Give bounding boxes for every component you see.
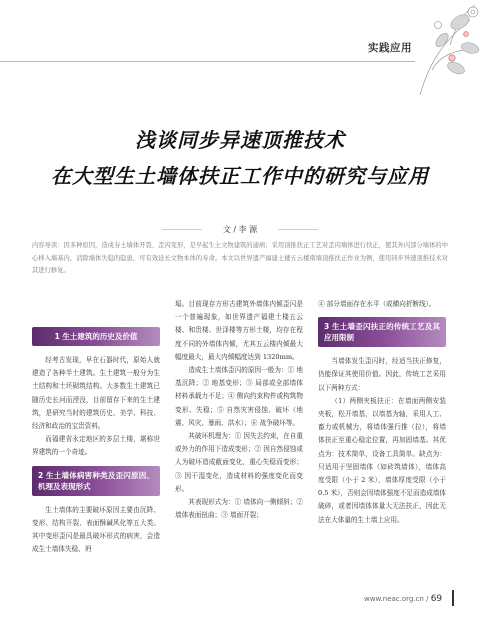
column-2: [175, 298, 303, 522]
page-number: 69: [430, 594, 443, 604]
article-title-line-1: 浅谈同步异速顶推技术: [135, 128, 345, 152]
decorative-flower-illustration: [360, 0, 480, 95]
paragraph: ④ 部分墙面存在水平（或横向折断线）。: [318, 300, 436, 308]
page-footer: [364, 594, 442, 604]
author-divider-right: [278, 229, 318, 230]
paragraph: 经考古发现，早在石器时代，原始人就建造了各种半土建筑。生土建筑一般分为生土结构和土坯砌筑结构。大多数生土建筑已随历史长河而湮没，目前留存下来的生土建筑，是研究当时的建筑历史、美学、科技、经济和政治的宝贵资料。: [32, 356, 160, 431]
section-tag: 实践应用: [368, 42, 412, 54]
paragraph: 造成生土墙体歪闪的原因一般为：① 地基沉降；② 地基变形；③ 局部或全部墙体材料承载力不足；④ 侧向约束构件或构筑物变形、失稳；⑤ 自然灾害侵蚀、破坏（地震、风灾、暴雨、洪水）；⑥ 战争破坏等。: [175, 366, 303, 427]
paragraph: 其破坏机理为：① 因失去约束，在自重或外力的作用下造成变形；② 因自然侵蚀或人为破坏造成截面变化，重心失稳而变形；③ 因干湿变化，造成材料的强度变化而变形。: [175, 432, 303, 493]
footer-separator: /: [426, 595, 429, 603]
column-1: [32, 321, 160, 556]
article-title-line-2: 在大型生土墙体扶正工作中的研究与应用: [51, 164, 429, 188]
paragraph: 其表现形式为：① 墙体向一侧倾斜；② 墙体表面扭曲；③ 墙面开裂；: [175, 498, 303, 520]
paragraph: （1）两侧夹板扶正：在墙面两侧安装夹板，松开墙基，以墙基为轴，采用人工、畜力或机械力，将墙体强行推（拉），将墙体扶正至重心稳定位置，再加固墙基。其优点为：技术简单，设备工具简单。缺点为：只适用于坚固墙体（如砖筑墙体），墙体高度受限（小于 2 米），墙体厚度受限（小于 0.5 米），否则会因墙体强度不足而造成墙体破碎，或者因墙体体量大无法扶正，因此无法在大体量的生土墙上应用。: [318, 396, 446, 524]
footer-bar: [452, 590, 454, 606]
section-heading-1: 1 生土建筑的历史及价值: [32, 327, 160, 346]
author-byline: 文 / 李 源: [222, 225, 258, 234]
section-heading-2: 2 生土墙体病害种类及歪闪原因、机理及表现形式: [32, 466, 160, 496]
column-3: [318, 298, 446, 527]
paragraph: 塌。目前现存方形古建筑外墙体内倾歪闪是一个普遍现象，如世界遗产福建土楼五云楼、和贵楼、世泽楼等方形土楼，均存在程度不同的外墙体内倾，尤其五云楼内倾最大幅度最大，最大内倾幅度达到 1320mm。: [175, 300, 303, 361]
paragraph: 而福建省永定地区的多层土楼，堪称世界建筑的一个奇迹。: [32, 435, 160, 457]
header-rule: [0, 61, 415, 62]
footer-url: www.neac.org.cn: [364, 595, 424, 603]
section-heading-3: 3 生土墙歪闪扶正的传统工艺及其应用限制: [318, 317, 446, 347]
abstract: 内容导读：因多种原因，造成夯土墙体开裂、歪闪变形，是早起生土文物建筑的通病；采用顶推扶正工艺对歪闪墙体进行扶正，使其外闪部分墙体的中心移入墙基内，消除墙体失稳的隐患，可有效延长文物本体的寿命。本文以世界遗产福建土楼五云楼南墙顶推扶正作业为例，使用同步异速顶推技术对其进行修复。: [32, 242, 448, 274]
paragraph: 生土墙体的主要破坏原因主要由沉降、变形、结构开裂、表面酥碱风化等五大类。其中变形歪闪是最具破坏形式的病害，会造成生土墙体失稳、坍: [32, 505, 160, 554]
paragraph: 当墙体发生歪闪时，经适当扶正修复，仍能保证其使用价值。因此，传统工艺采用以下两种方式：: [318, 357, 446, 392]
